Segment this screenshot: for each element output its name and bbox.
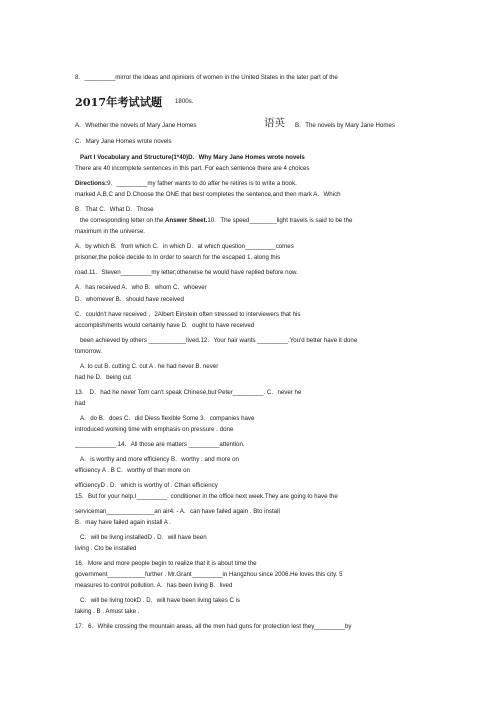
- title-suffix: 1800s.: [175, 98, 194, 105]
- may-have-line: B．may have failed again install A .: [75, 519, 171, 526]
- option-8b: B．The novels by Mary Jane Homes: [295, 122, 395, 129]
- large-characters: 语英: [264, 117, 285, 129]
- directions-label: Directions:: [75, 180, 108, 187]
- question-14: ____________.14．All those are matters _________attention.: [75, 441, 245, 448]
- efficiency-a-line: efficiency A . B C．worthy of than more on: [75, 467, 190, 474]
- options-11a: A．has received A．who B．whom C．whoever: [75, 284, 207, 291]
- option-8a: A．Whether the novels of Mary Jane Homes: [75, 122, 197, 129]
- had-he-line: had he D．being cut: [75, 374, 131, 381]
- directions-text: 9．_________my father wants to do after he retires is to write a book.: [107, 180, 297, 187]
- options-16c: C．will be living tookD . D．will have been living takes C is: [80, 597, 241, 604]
- option-8c: C．Mary Jane Homes wrote novels: [75, 138, 172, 145]
- answer-sheet-label: Answer Sheet.: [165, 217, 208, 224]
- options-11b: D．whomever B．should have received: [75, 296, 184, 303]
- question-16: 16．More and more people begin to realize that it is about time the: [75, 560, 257, 567]
- maximum-line: maximum in the universe.: [75, 228, 145, 235]
- q10-post: 10．The speed________light travels is said to be the: [207, 217, 353, 224]
- question-10: [80, 217, 472, 225]
- options-15c: C．will be living installedD . D．will have been: [80, 534, 207, 541]
- question-17: 17．6．While crossing the mountain areas, all the men had guns for protection lest they_________by: [75, 623, 352, 630]
- options-14a: A．is worthy and more efficiency B．worthy . and more on: [80, 456, 239, 463]
- government-line: government___________further . Mr.Grant_________in Hangzhou since 2006.He loves this city. 5: [75, 571, 343, 578]
- directions-line: [75, 180, 472, 188]
- efficiency-d-line: efficiencyD . D．which is worthy of . Cthan efficiency: [75, 482, 218, 489]
- options-13: A．do B．does C．did Diess flexible Some 3．companies have: [80, 415, 255, 422]
- taking-line: taking . B . Amust take .: [75, 608, 140, 615]
- question-15: 15．But for your help,I_________. conditioner in the office next week.They are going to have the: [75, 493, 338, 500]
- question-12: been achieved by others ___________lived.12．Your hair wants _________.You'd better have it done: [80, 337, 358, 344]
- accomplishments-line: accomplishments would certainly have D．ought to have received: [75, 322, 255, 329]
- options-10: A．by which B．from which C．in which D．at which question_________comes: [75, 243, 294, 250]
- introduced-line: introduced working time with emphasis on pressure . done: [75, 426, 234, 433]
- part-heading: Part I Vocabulary and Structure(1*40)D．Why Mary Jane Homes wrote novels: [80, 154, 305, 161]
- tomorrow-line: tomorrow.: [75, 348, 102, 355]
- living-line: living . Cto be installed: [75, 545, 137, 552]
- options-9: B．That C．What D．Those: [75, 206, 154, 213]
- question-8: 8．_________mirror the ideas and opinions of women in the United States in the later part of the: [75, 74, 338, 81]
- had-line: had: [75, 400, 86, 407]
- intro-line: There are 40 incomplete sentences in this part. For each sentence there are 4 choices: [75, 165, 310, 172]
- prisoner-line: prisoner,the police decide to In order to search for the escaped 1. along this: [75, 254, 281, 261]
- serviceman-line: serviceman______________an air4. - A．can have failed again . Bto install: [75, 508, 280, 515]
- options-11c: C．couldn't have received ，2Albert Einstein often stressed to interviewers that his: [75, 311, 301, 318]
- q10-pre: the corresponding letter on the: [80, 217, 166, 224]
- measures-line: measures to control pollution. A．has been living B．lived: [75, 582, 233, 589]
- title-block: [75, 95, 495, 111]
- question-13: 13． D．had he never Tom can't speak Chinese,but Peter_________. C．never he: [75, 389, 302, 396]
- options-12: A. to cut B. cutting C. cut A . he had never B. never: [80, 363, 219, 370]
- question-11: road.11．Steven_________my letter;otherwise he would have replied before now.: [75, 269, 298, 276]
- marked-line: marked A,B,C and D.Choose the ONE that best completes the sentence,and then mark A．Which: [75, 191, 341, 198]
- page-title: 2017年考试试题: [75, 95, 163, 109]
